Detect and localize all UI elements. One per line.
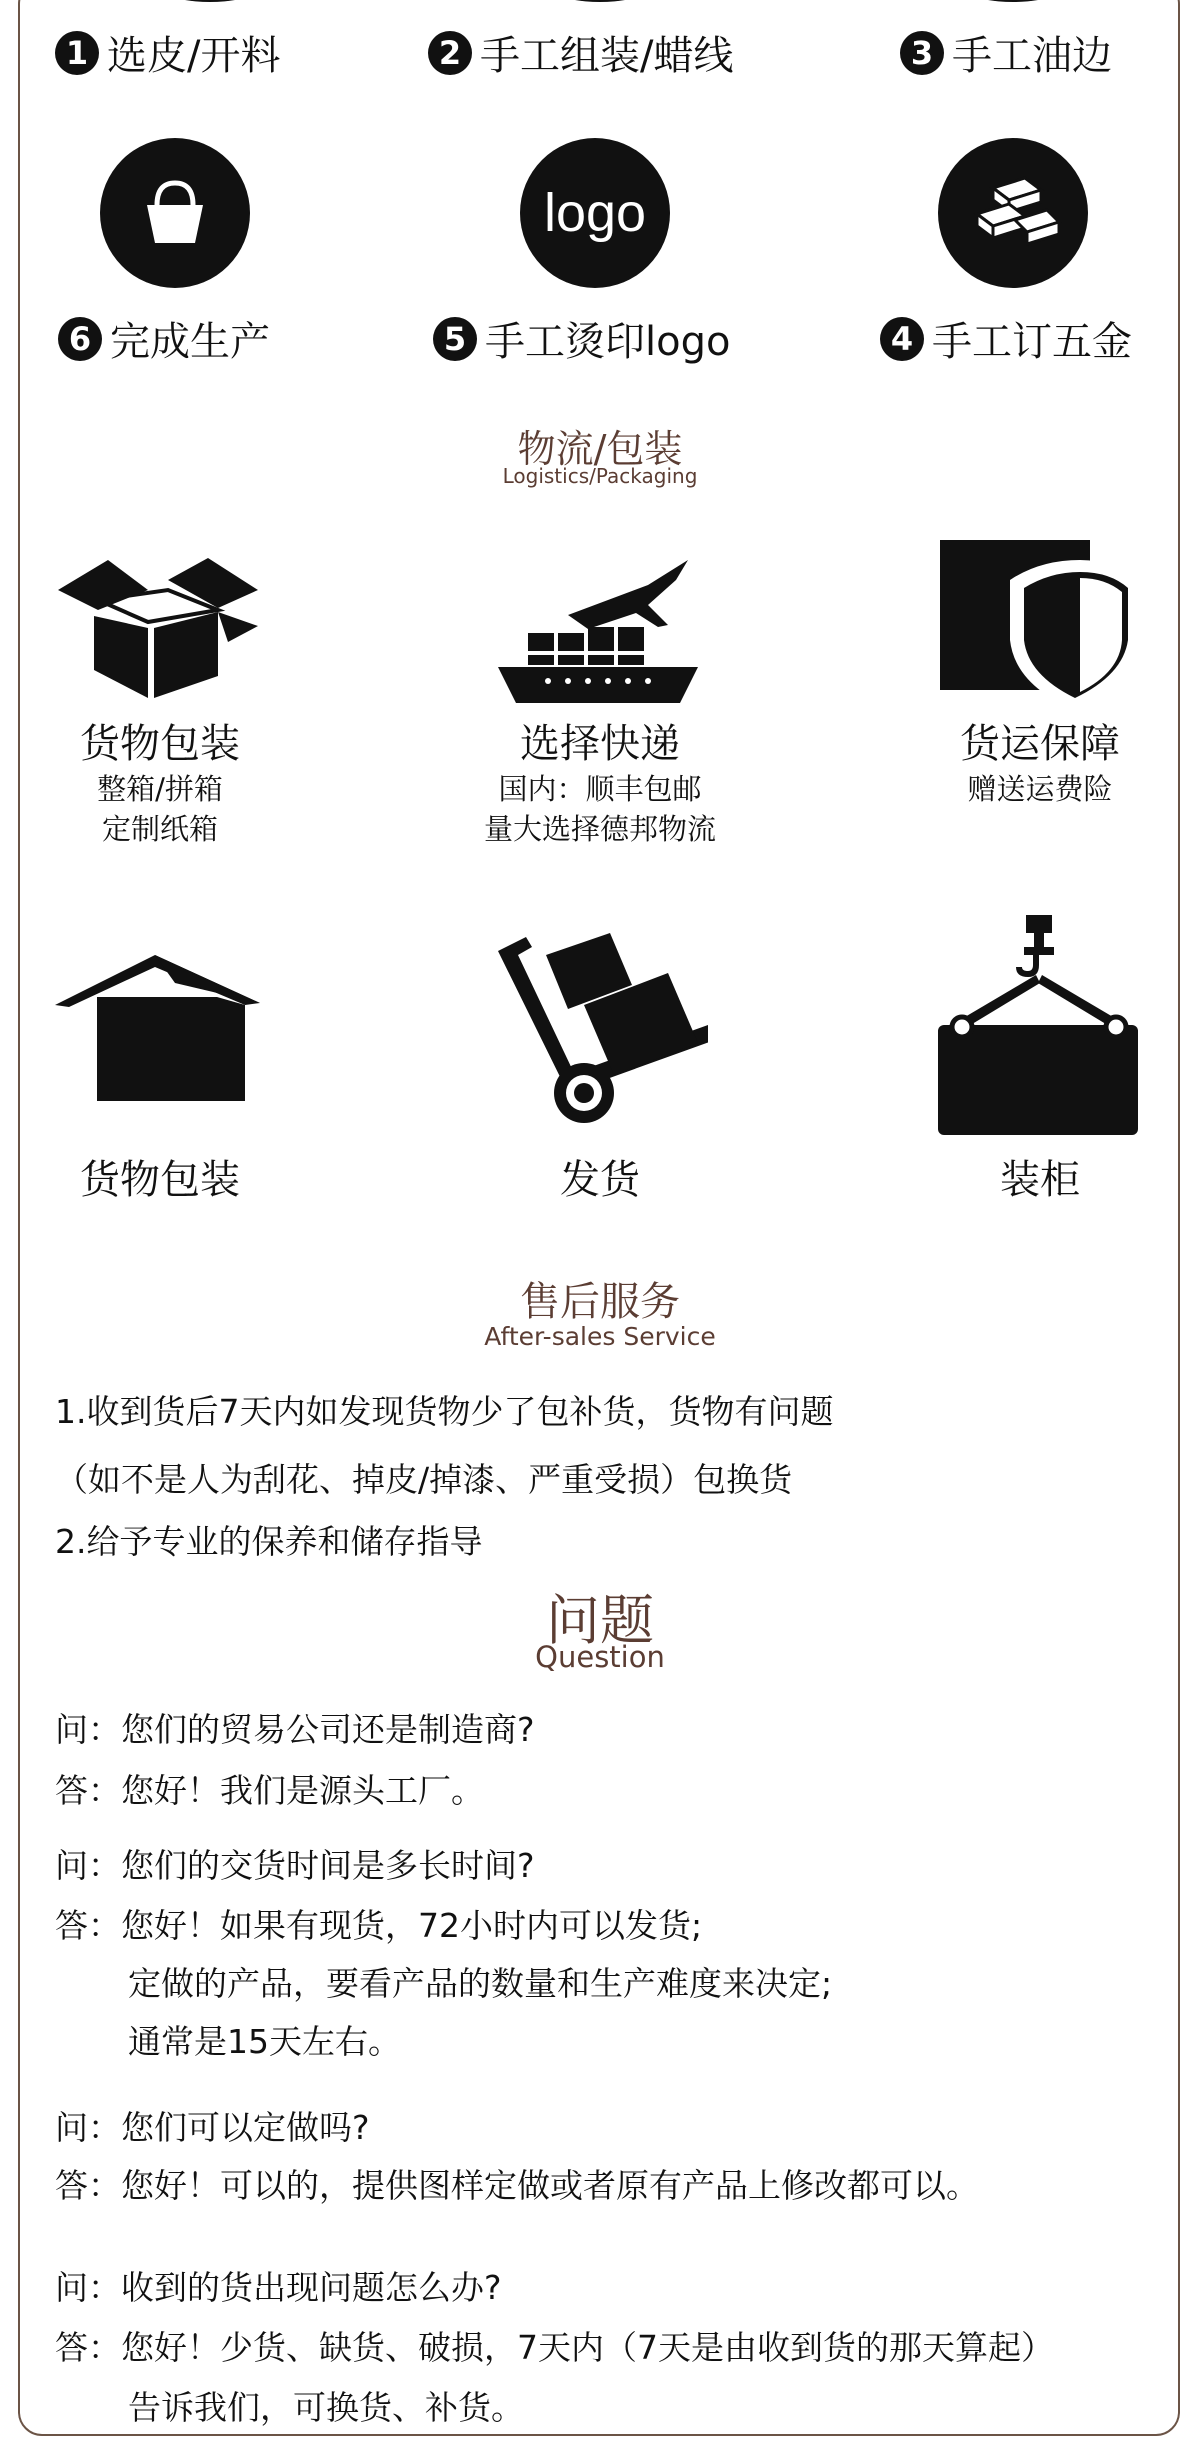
after-sales-line: （如不是人为刮花、掉皮/掉漆、严重受损）包换货 [55,1460,793,1499]
basket-icon [100,138,250,288]
after-sales-line: 1.收到货后7天内如发现货物少了包补货，货物有问题 [55,1392,834,1431]
card-subtitle: 量大选择德邦物流 [483,812,716,846]
logistics-subtitle: Logistics/Packaging [502,464,698,488]
card-title: 货运保障 [960,721,1120,767]
step-label: 选皮/开料 [107,33,281,79]
packaging-card [40,712,280,849]
packaging-label: 货物包装 [80,1157,240,1203]
step-1 [55,24,280,81]
step-label: 手工组装/蜡线 [480,33,734,79]
step-3 [900,24,1112,81]
step-2 [428,24,733,81]
faq-answer: 定做的产品，要看产品的数量和生产难度来决定; [128,1964,833,2003]
ship-plane-icon [498,555,698,709]
step-label: 手工订五金 [932,319,1132,365]
faq-answer: 告诉我们，可换货、补货。 [128,2388,524,2427]
step-6 [58,310,270,367]
shield-icon [940,540,1140,714]
card-title: 选择快递 [520,721,680,767]
step-5 [433,310,730,367]
metal-bars-icon [938,138,1088,288]
step-number: 5 [433,317,477,361]
faq-question: 问：您们的交货时间是多长时间? [55,1846,535,1885]
box-open-icon [58,550,258,704]
faq-answer: 答：您好！可以的，提供图样定做或者原有产品上修改都可以。 [55,2166,979,2205]
step-label: 手工烫印logo [485,319,731,365]
step-label: 手工油边 [952,33,1112,79]
card-subtitle: 国内：顺丰包邮 [498,772,702,806]
after-sales-title: 售后服务 [520,1279,680,1325]
box-roof-icon [55,945,265,1109]
step-4 [880,310,1132,367]
card-title: 货物包装 [80,721,240,767]
step-number: 6 [58,317,102,361]
hand-truck-icon [498,925,708,1129]
container-hook-icon [938,915,1148,1139]
faq-question: 问：收到的货出现问题怎么办? [55,2268,502,2307]
shipping-label: 发货 [560,1157,640,1203]
step-number: 2 [428,31,472,75]
card-subtitle: 整箱/拼箱 [97,772,223,806]
after-sales-line: 2.给予专业的保养和储存指导 [55,1522,483,1561]
logo-icon [520,138,670,288]
faq-subtitle: Question [535,1640,665,1674]
step-label: 完成生产 [110,319,270,365]
container-loading-label: 装柜 [1000,1157,1080,1203]
step-number: 4 [880,317,924,361]
faq-question: 问：您们的贸易公司还是制造商? [55,1710,535,1749]
faq-answer: 答：您好！如果有现货，72小时内可以发货; [55,1906,703,1945]
card-subtitle: 定制纸箱 [101,812,218,846]
faq-question: 问：您们可以定做吗? [55,2108,370,2147]
step-number: 1 [55,31,99,75]
card-subtitle: 赠送运费险 [967,772,1113,806]
insurance-card [920,712,1160,809]
step-number: 3 [900,31,944,75]
express-card [440,712,760,849]
faq-title: 问题 [546,1589,654,1652]
faq-answer: 答：您好！我们是源头工厂。 [55,1771,484,1810]
logistics-title: 物流/包装 [517,427,683,471]
faq-answer: 通常是15天左右。 [128,2022,401,2061]
logo-text: logo [543,183,647,243]
after-sales-subtitle: After-sales Service [484,1322,716,1351]
faq-answer: 答：您好！少货、缺货、破损，7天内（7天是由收到货的那天算起） [55,2328,1054,2367]
